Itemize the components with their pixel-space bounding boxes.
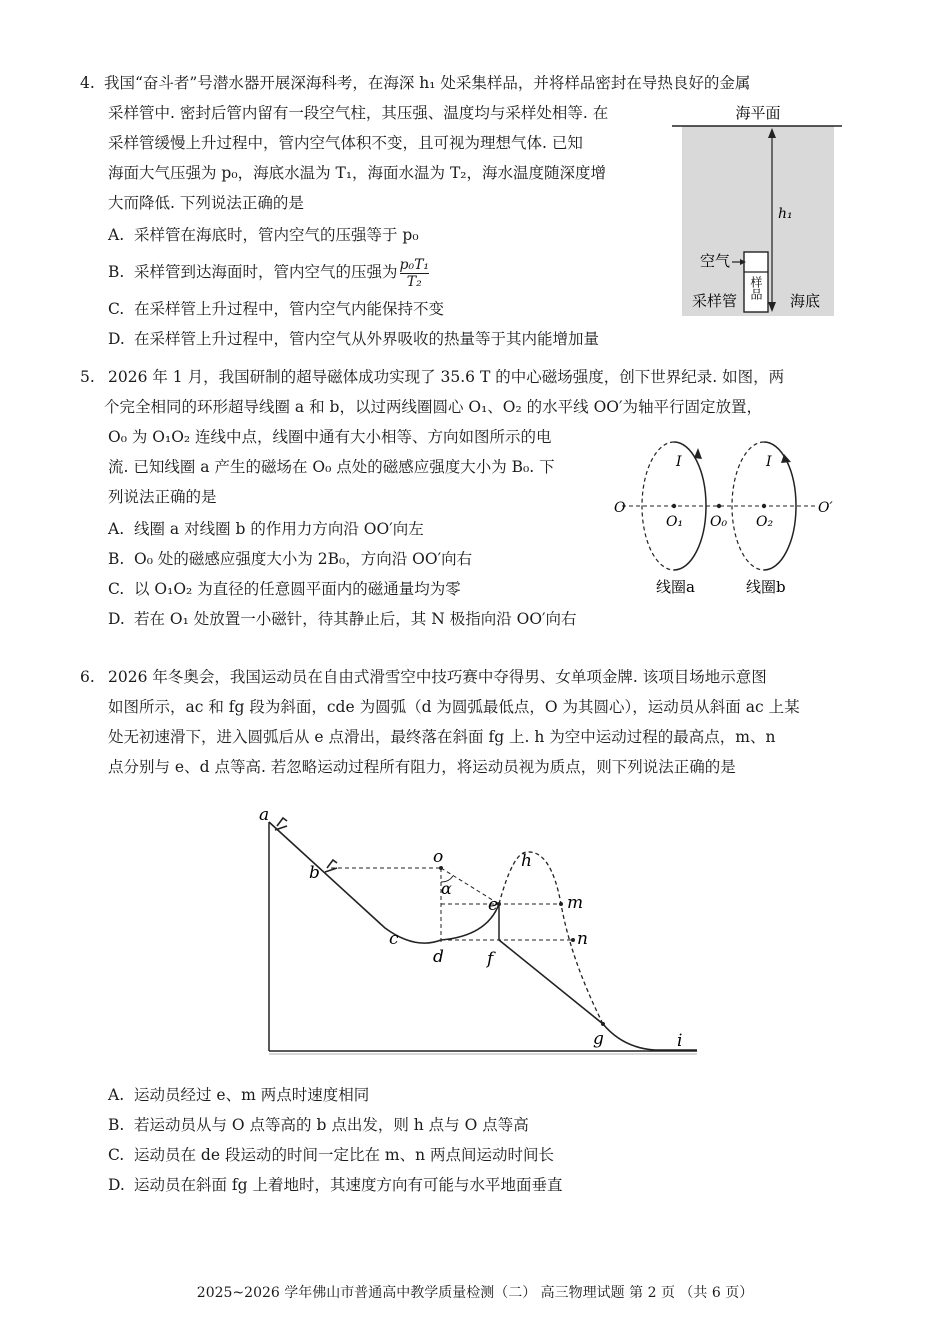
label-e: e xyxy=(488,895,499,915)
question-line: 点分别与 e、d 点等高. 若忽略运动过程所有阻力，将运动员视为质点，则下列说法正确的是 xyxy=(108,758,736,776)
current-arrow-a-icon xyxy=(694,448,702,459)
point-g xyxy=(601,1022,605,1026)
option-d: D. 若在 O₁ 处放置一小磁针，待其静止后，其 N 极指向沿 OO′向右 xyxy=(108,610,577,628)
label-g: g xyxy=(593,1029,604,1049)
seabed-label: 海底 xyxy=(790,292,821,310)
point-o0 xyxy=(717,504,721,508)
label-oprime: O′ xyxy=(818,500,833,516)
air-label: 空气 xyxy=(700,252,731,270)
option-c: C. 在采样管上升过程中，管内空气内能保持不变 xyxy=(108,300,445,318)
option-d: D. 在采样管上升过程中，管内空气从外界吸收的热量等于其内能增加量 xyxy=(108,330,600,348)
label-o2: O₂ xyxy=(756,514,774,530)
label-coil-a: 线圈a xyxy=(656,578,695,596)
sample-label: 样品 xyxy=(749,276,763,300)
point-m xyxy=(559,902,563,906)
fraction: $\frac{\text{p₀T₁}}{\text{T₂}}$ xyxy=(399,256,430,290)
q6-figure xyxy=(255,800,705,1062)
question-line: 海面大气压强为 p₀，海底水温为 T₁，海面水温为 T₂，海水温度随深度增 xyxy=(108,164,607,182)
q4-figure xyxy=(672,100,844,320)
question-6 xyxy=(80,662,850,782)
track-ac-cde xyxy=(269,822,499,943)
question-line: 列说法正确的是 xyxy=(108,488,217,506)
page-footer: 2025~2026 学年佛山市普通高中教学质量检测（二） 高三物理试题 第 2 页 （共 6 页） xyxy=(196,1285,754,1301)
label-a: a xyxy=(259,805,270,825)
label-c: c xyxy=(389,929,399,949)
label-i: i xyxy=(677,1031,683,1051)
label-o0: O₀ xyxy=(710,514,728,530)
question-line: 采样管中. 密封后管内留有一段空气柱，其压强、温度均与采样处相等. 在 xyxy=(108,104,609,122)
question-line: 流. 已知线圈 a 产生的磁场在 O₀ 点处的磁感应强度大小为 B₀. 下 xyxy=(108,458,555,476)
label-o: O xyxy=(614,500,626,516)
question-line: 处无初速滑下，进入圆弧后从 e 点滑出，最终落在斜面 fg 上. h 为空中运动过程的最高点，m、n xyxy=(108,728,776,746)
point-o1 xyxy=(672,504,676,508)
label-b: b xyxy=(309,863,320,883)
question-line: 大而降低. 下列说法正确的是 xyxy=(108,194,304,212)
point-n xyxy=(571,938,575,942)
label-current-b: I xyxy=(766,454,772,470)
label-coil-b: 线圈b xyxy=(746,578,786,596)
sea-level-label: 海平面 xyxy=(735,104,781,122)
point-o2 xyxy=(762,504,766,508)
label-alpha: α xyxy=(441,879,452,898)
option-a: A. 线圈 a 对线圈 b 的作用力方向沿 OO′向左 xyxy=(108,520,424,538)
label-f: f xyxy=(487,949,494,969)
question-line: 2026 年 1 月，我国研制的超导磁体成功实现了 35.6 T 的中心磁场强度，创下世界纪录. 如图，两 xyxy=(108,368,785,386)
current-arrow-b-icon xyxy=(781,454,791,463)
question-line: 我国“奋斗者”号潜水器开展深海科考，在海深 h₁ 处采集样品，并将样品密封在导热良好的金属 xyxy=(104,74,751,92)
question-6-options xyxy=(108,1080,850,1200)
q5-figure xyxy=(610,432,850,602)
option-d: D. 运动员在斜面 fg 上着地时，其速度方向有可能与水平地面垂直 xyxy=(108,1176,563,1194)
label-m: m xyxy=(567,893,584,913)
question-number: 4. xyxy=(80,74,95,92)
label-o: o xyxy=(433,847,444,867)
question-line: 2026 年冬奥会，我国运动员在自由式滑雪空中技巧赛中夺得男、女单项金牌. 该项目场地示意图 xyxy=(108,668,767,686)
option-b: B. 若运动员从与 O 点等高的 b 点出发，则 h 点与 O 点等高 xyxy=(108,1116,529,1134)
tube-label: 采样管 xyxy=(692,292,738,310)
option-b: B. 采样管到达海面时，管内空气的压强为 $\frac{\text{p₀T₁}}{\text{T₂}}$ xyxy=(108,256,430,290)
skier-icon xyxy=(325,860,337,872)
label-d: d xyxy=(433,947,444,967)
question-number: 5. xyxy=(80,368,95,386)
depth-label: h₁ xyxy=(778,206,793,222)
option-a: A. 运动员经过 e、m 两点时速度相同 xyxy=(108,1086,370,1104)
option-a: A. 采样管在海底时，管内空气的压强等于 p₀ xyxy=(108,226,419,244)
option-c: C. 运动员在 de 段运动的时间一定比在 m、n 两点间运动时间长 xyxy=(108,1146,554,1164)
option-b: B. O₀ 处的磁感应强度大小为 2B₀，方向沿 OO′向右 xyxy=(108,550,473,568)
option-c: C. 以 O₁O₂ 为直径的任意圆平面内的磁通量均为零 xyxy=(108,580,461,598)
question-line: 采样管缓慢上升过程中，管内空气体积不变，且可视为理想气体. 已知 xyxy=(108,134,583,152)
label-n: n xyxy=(577,929,588,949)
question-line: 个完全相同的环形超导线圈 a 和 b，以过两线圈圆心 O₁、O₂ 的水平线 OO′为轴平行固定放置， xyxy=(104,398,763,416)
label-o1: O₁ xyxy=(666,514,684,530)
label-current-a: I xyxy=(676,454,682,470)
question-line: O₀ 为 O₁O₂ 连线中点，线圈中通有大小相等、方向如图所示的电 xyxy=(108,428,552,446)
label-h: h xyxy=(521,851,532,871)
question-line: 如图所示，ac 和 fg 段为斜面，cde 为圆弧（d 为圆弧最低点，O 为其圆心），运动员从斜面 ac 上某 xyxy=(108,698,800,716)
question-number: 6. xyxy=(80,668,95,686)
